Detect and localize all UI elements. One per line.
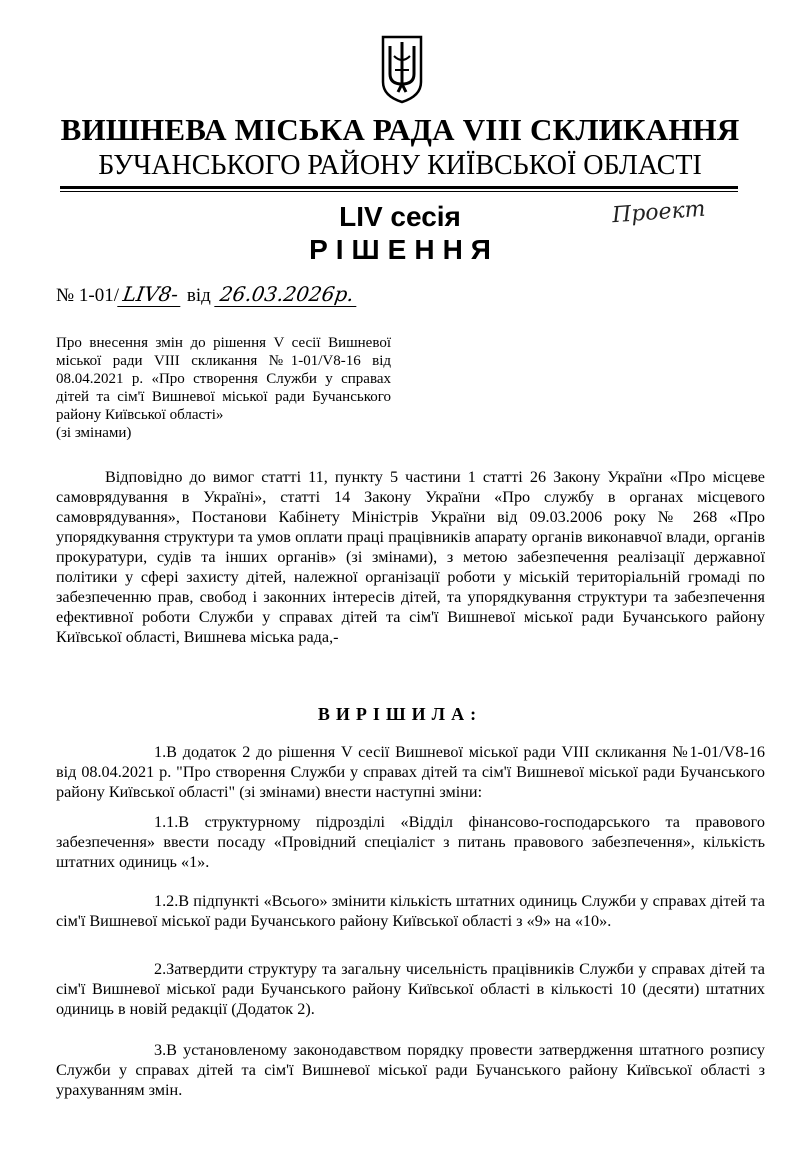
item-text: В установленому законодавством порядку провести затвердження штатного розпису Служби у справах дітей та сім'ї Вишневої міської ради Бучанського району Київської області з урахуванням змін.	[56, 1041, 765, 1099]
resolved-heading: ВИРІШИЛА:	[317, 704, 483, 724]
decision-subject	[56, 334, 391, 442]
decision-number-line	[56, 282, 357, 307]
item-number: 1.1.	[154, 813, 179, 831]
item-text: В структурному підрозділі «Відділ фінансово-господарського та правового забезпечення» ввести посаду «Провідний спеціаліст з питань правового забезпечення», кількість штатних одиниць «1».	[56, 813, 765, 871]
item-text: В додаток 2 до рішення V сесії Вишневої міської ради VIII скликання №1-01/V8-16 від 08.04.2021 р. "Про створення Служби у справах дітей та сім'ї Вишневої міської ради Бучанського району Київської області" (зі змінами) внести наступні зміни:	[56, 743, 765, 801]
header-divider	[60, 186, 738, 189]
preamble-paragraph: Відповідно до вимог статті 11, пункту 5 частини 1 статті 26 Закону України «Про місцеве самоврядування в Україні», статті 14 Закону України «Про службу в органах місцевого самоврядування», Постанови Кабінету Міністрів України від 09.03.2006 року № 268 «Про упорядкування структури та умов оплати праці працівників апарату органів виконавчої влади, органів прокуратури, судів та інших органів» (зі змінами), з метою забезпечення реалізації державної політики у сфері захисту дітей, належної організації роботи у міській територіальній громаді по забезпеченню прав, свобод і законних інтересів дітей, та упорядкування структури та забезпечення ефективної роботи Служби у справах дітей та сім'ї Вишневої міської ради Бучанського району Київської області, Вишнева міська рада,-	[56, 468, 765, 646]
item-number: 2.	[154, 960, 167, 978]
item-number: 3.	[154, 1041, 167, 1059]
subject-note: (зі змінами)	[56, 425, 132, 441]
handwritten-draft-note: Проект	[611, 196, 707, 229]
item-number: 1.2.	[154, 892, 179, 910]
decision-item	[56, 1040, 765, 1100]
decision-item	[56, 959, 765, 1019]
item-number: 1.	[154, 743, 167, 761]
number-prefix: № 1-01/	[56, 285, 119, 306]
council-name: ВИШНЕВА МІСЬКА РАДА VIII СКЛИКАННЯ	[60, 112, 740, 147]
decision-item	[56, 812, 765, 872]
item-text: Затвердити структуру та загальну чисельність працівників Служби у справах дітей та сім'ї Вишневої міської ради Бучанського району Київської області в кількості 10 (десяти) штатних одиниць в новій редакції (Додаток 2).	[56, 960, 765, 1018]
handwritten-date: 26.03.2026р.	[214, 282, 359, 307]
document-type: РІШЕННЯ	[309, 234, 499, 265]
decision-item	[56, 742, 765, 802]
subject-text: Про внесення змін до рішення V сесії Вишневої міської ради VIII скликання №1-01/V8-16 від 08.04.2021 р. «Про створення Служби у справах дітей та сім'ї Вишневої міської ради Бучанського району Київської області»	[56, 335, 391, 423]
decision-item	[56, 891, 765, 931]
item-text: В підпункті «Всього» змінити кількість штатних одиниць Служби у справах дітей та сім'ї Вишневої міської ради Бучанського району Київської області з «9» на «10».	[56, 892, 765, 930]
date-label: від	[186, 285, 211, 306]
council-region: БУЧАНСЬКОГО РАЙОНУ КИЇВСЬКОЇ ОБЛАСТІ	[98, 150, 702, 181]
trident-coat-of-arms-icon	[380, 34, 424, 104]
session-title: LIV сесія	[339, 201, 461, 232]
header-divider-thin	[60, 191, 738, 192]
handwritten-number: LIV8-	[117, 282, 184, 307]
